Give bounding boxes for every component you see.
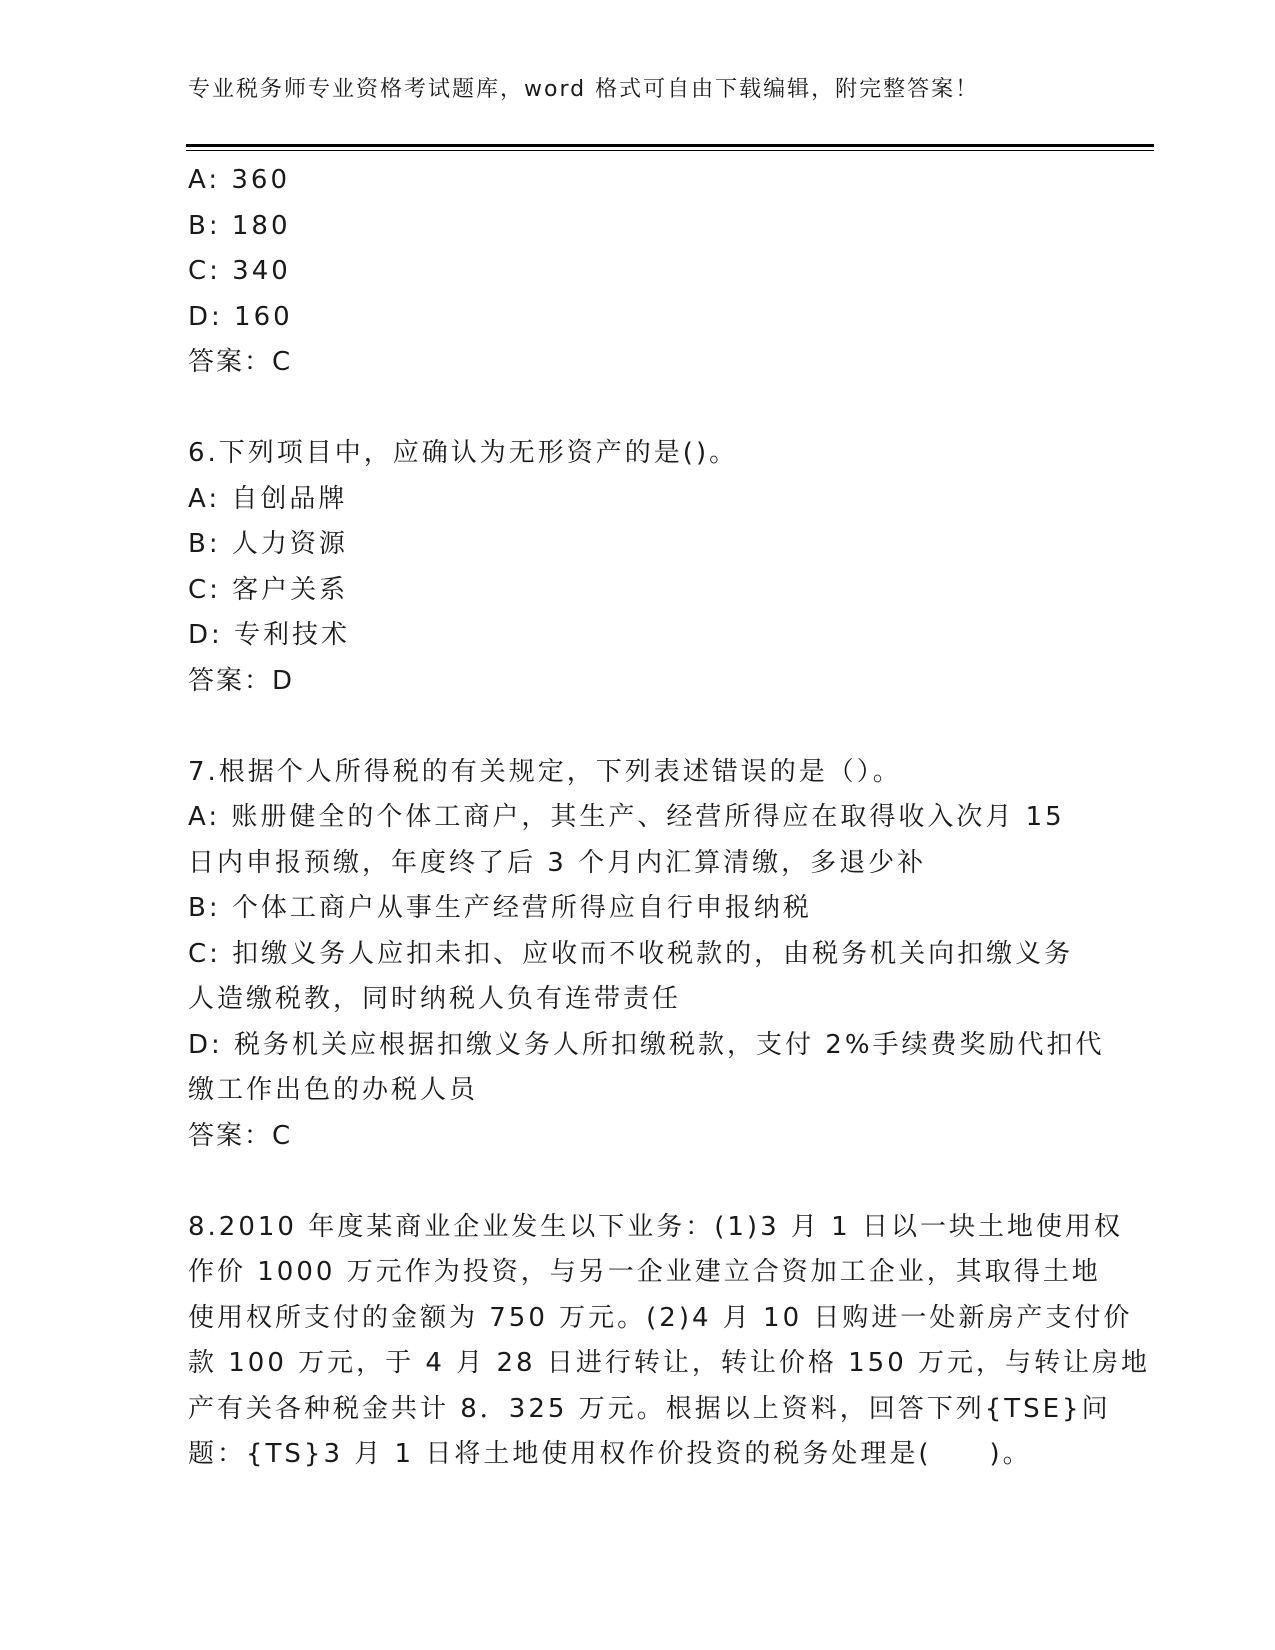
question-8: [188, 1205, 1150, 1478]
option-b: B: 人力资源: [188, 529, 348, 559]
answer: 答案：C: [188, 347, 293, 377]
question-5: [188, 158, 1088, 386]
question-6: [188, 431, 1088, 704]
spacer: [188, 704, 1088, 750]
header-rule-thick: [186, 144, 1154, 147]
option-c: C: 客户关系: [188, 574, 349, 605]
option-d-line-1: D: 税务机关应根据扣缴义务人所扣缴税款，支付 2%手续费奖励代扣代: [188, 1029, 1105, 1060]
option-c-line-1: C: 扣缴义务人应扣未扣、应收而不收税款的，由税务机关向扣缴义务: [188, 938, 1074, 969]
header-rule-thin: [186, 150, 1154, 151]
option-c: C: 340: [188, 256, 291, 286]
option-a-line-1: A: 账册健全的个体工商户，其生产、经营所得应在取得收入次月 15: [188, 802, 1065, 832]
question-stem-line-2: 作价 1000 万元作为投资，与另一企业建立合资加工企业，其取得土地: [188, 1257, 1101, 1287]
option-a: A: 360: [188, 165, 290, 195]
question-stem-line-3: 使用权所支付的金额为 750 万元。(2)4 月 10 日购进一处新房产支付价: [188, 1302, 1133, 1333]
question-stem-line-4: 款 100 万元，于 4 月 28 日进行转让，转让价格 150 万元，与转让房地: [188, 1348, 1150, 1378]
question-stem-line-1: 8.2010 年度某商业企业发生以下业务：(1)3 月 1 日以一块土地使用权: [188, 1211, 1123, 1242]
option-d: D: 专利技术: [188, 620, 351, 650]
answer: 答案：D: [188, 665, 295, 696]
spacer: [188, 1159, 1088, 1205]
option-a-line-2: 日内申报预缴，年度终了后 3 个月内汇算清缴，多退少补: [188, 847, 927, 878]
question-stem-line-5: 产有关各种税金共计 8．325 万元。根据以上资料，回答下列{TSE}问: [188, 1393, 1111, 1424]
question-7: [188, 750, 1105, 1160]
question-stem: 7.根据个人所得税的有关规定，下列表述错误的是（）。: [188, 756, 902, 787]
spacer: [188, 386, 1088, 432]
option-b: B: 个体工商户从事生产经营所得应自行申报纳税: [188, 893, 812, 923]
option-d-line-2: 缴工作出色的办税人员: [188, 1075, 479, 1105]
option-c-line-2: 人造缴税教，同时纳税人负有连带责任: [188, 984, 682, 1014]
question-stem-line-6: 题：{TS}3 月 1 日将土地使用权作价投资的税务处理是( )。: [188, 1439, 1032, 1469]
option-b: B: 180: [188, 210, 291, 241]
page-header: 专业税务师专业资格考试题库，word 格式可自由下载编辑，附完整答案！: [188, 77, 980, 102]
option-a: A: 自创品牌: [188, 483, 348, 514]
question-content: [188, 158, 1150, 1478]
option-d: D: 160: [188, 301, 293, 332]
question-stem: 6.下列项目中，应确认为无形资产的是()。: [188, 438, 739, 468]
answer: 答案：C: [188, 1120, 293, 1151]
